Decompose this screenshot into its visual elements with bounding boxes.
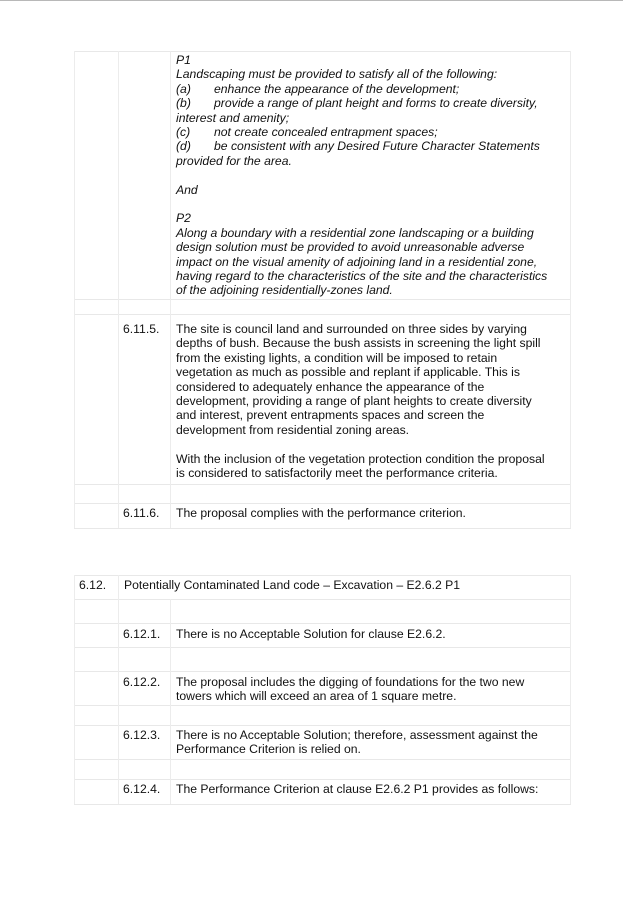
text-line: is considered to satisfactorily meet the performance criteria. <box>176 466 498 481</box>
text-line: and interest, prevent entrapments spaces and screen the <box>176 408 485 423</box>
text-line: development, providing a range of plant heights to create diversity <box>176 394 532 409</box>
clause-number: 6.12.1. <box>123 627 161 641</box>
text-line: development from residential zoning areas. <box>176 422 410 437</box>
p2-line: having regard to the characteristics of the site and the characteristics <box>176 269 548 284</box>
clause-number: 6.11.5. <box>123 322 160 336</box>
and-text: And <box>176 182 198 197</box>
text-line: towers which will exceed an area of 1 square metre. <box>176 689 457 704</box>
table-border <box>570 51 571 528</box>
p1-item: (d) be consistent with any Desired Future Character Statements <box>176 139 540 154</box>
table-border <box>74 647 571 648</box>
text-line: The site is council land and surrounded on three sides by varying <box>176 322 527 336</box>
clause-text: The Performance Criterion at clause E2.6.2 P1 provides as follows: <box>176 782 539 796</box>
table-border <box>170 51 171 528</box>
table-border <box>570 575 571 804</box>
table-border <box>74 599 571 600</box>
section-number: 6.12. <box>79 578 107 592</box>
clause-number: 6.12.4. <box>123 782 161 796</box>
table-border <box>118 51 119 528</box>
table-border <box>74 705 571 706</box>
p1-item-cont: interest and amenity; <box>176 110 290 125</box>
text-line: from the existing lights, a condition will be imposed to retain <box>176 350 498 365</box>
table-border <box>74 759 571 760</box>
table-border <box>74 623 571 624</box>
text-line: Performance Criterion is relied on. <box>176 742 361 757</box>
table-border <box>74 779 571 780</box>
clause-text <box>176 675 566 704</box>
table-border <box>74 725 571 726</box>
table-border <box>74 51 75 528</box>
clause-text <box>176 728 566 757</box>
text-line: depths of bush. Because the bush assists in screening the light spill <box>176 336 541 351</box>
table-border <box>74 503 571 504</box>
p1-title: P1 <box>176 53 191 67</box>
text-line: With the inclusion of the vegetation protection condition the proposal <box>176 451 545 466</box>
table-border <box>74 575 75 804</box>
p2-line: impact on the visual amenity of adjoining land in a residential zone, <box>176 254 538 269</box>
clause-number: 6.11.6. <box>123 506 160 520</box>
performance-criteria-quote <box>176 53 566 298</box>
p1-item-cont: provided for the area. <box>176 153 292 168</box>
table-border <box>74 299 571 300</box>
table-border <box>74 484 571 485</box>
p2-line: Along a boundary with a residential zone landscaping or a building <box>176 225 534 240</box>
table-border <box>74 51 571 52</box>
p1-item: (a) enhance the appearance of the development; <box>176 81 460 96</box>
blank-line <box>176 437 566 451</box>
p2-title: P2 <box>176 211 191 226</box>
text-line: considered to adequately enhance the appearance of the <box>176 379 485 394</box>
text-line: vegetation as much as possible and replant if applicable. This is <box>176 365 520 380</box>
blank-line <box>176 168 566 182</box>
blank-line <box>176 197 566 211</box>
table-border <box>118 575 119 804</box>
table-border <box>74 575 571 576</box>
text-line: The proposal includes the digging of foundations for the two new <box>176 675 525 689</box>
p2-line: design solution must be provided to avoid unreasonable adverse <box>176 240 525 255</box>
p2-line: of the adjoining residentially-zones land. <box>176 283 393 298</box>
clause-number: 6.12.2. <box>123 675 161 689</box>
p1-item: (b) provide a range of plant height and forms to create diversity, <box>176 96 538 111</box>
table-border <box>170 599 171 804</box>
table-border <box>74 804 571 805</box>
clause-text <box>176 322 566 480</box>
clause-text: There is no Acceptable Solution for clause E2.6.2. <box>176 627 446 641</box>
table-border <box>74 314 571 315</box>
text-line: There is no Acceptable Solution; therefore, assessment against the <box>176 728 538 742</box>
table-border <box>74 671 571 672</box>
table-border <box>74 528 571 529</box>
section-title: Potentially Contaminated Land code – Excavation – E2.6.2 P1 <box>124 578 461 592</box>
clause-number: 6.12.3. <box>123 728 161 742</box>
p1-intro: Landscaping must be provided to satisfy all of the following: <box>176 67 498 82</box>
clause-text: The proposal complies with the performance criterion. <box>176 506 466 520</box>
p1-item: (c) not create concealed entrapment spaces; <box>176 125 438 140</box>
